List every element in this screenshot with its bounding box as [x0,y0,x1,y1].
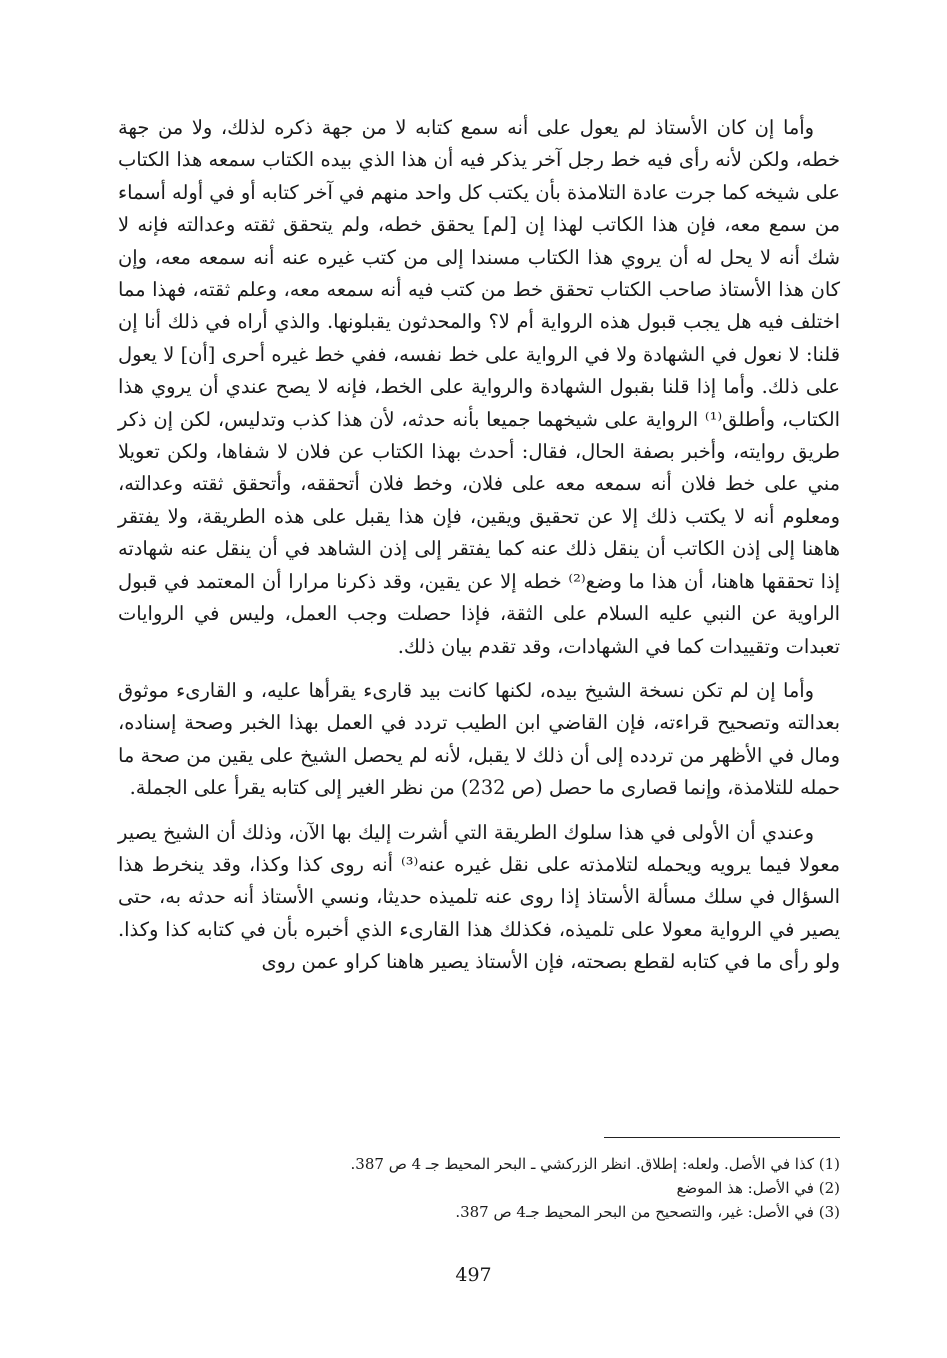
footnotes [300,1152,840,1224]
body-text [118,112,840,979]
paragraph-2: وأما إن لم تكن نسخة الشيخ بيده، لكنها كانت بيد قارىء يقرأها عليه، و القارىء موثوق بعدالته وتصحيح قراءته، فإن القاضي ابن الطيب تردد في العمل بهذا الخبر وصحة إسناده، ومال في الأظهر من تردده إلى أن ذلك لا يقبل، لأنه لم يحصل الشيخ على يقين من صحة ما حمله للتلامذة، وإنما قصارى ما حصل (ص 232) من نظر الغير إلى كتابه يقرأ على الجملة. [118,678,840,800]
paragraph-1: وأما إن كان الأستاذ لم يعول على أنه سمع كتابه لا من جهة ذكره لذلك، ولا من جهة خطه، ولكن لأنه رأى فيه خط رجل آخر يذكر فيه أن هذا الذي بيده الكتاب سمعه هذا الكتاب على شيخه كما جرت عادة التلامذة بأن يكتب كل واحد منهم في آخر كتابه أو في أوله أسماء من سمع معه، فإن هذا الكاتب لهذا إن [لم] يحقق خطه، ولم يتحقق ثقته وعدالته فإنه لا شك أنه لا يحل له أن يروي هذا الكتاب مسندا إلى من كتب غيره عنه أنه سمعه معه، وإن كان هذا الأستاذ صاحب الكتاب تحقق خط من كتب فيه أنه سمعه معه، وعلم ثقته، فهذا مما اختلف فيه هل يجب قبول هذه الرواية أم لا؟ والمحدثون يقبلونها. والذي أراه في ذلك أنا إن قلنا: لا نعول في الشهادة ولا في الرواية على خط نفسه، ففي خط غيره أحرى [أن] لا يعول على ذلك. وأما إذا قلنا بقبول الشهادة والرواية على الخط، فإنه لا يصح عندي أن يروي هذا الكتاب، وأطلق⁽¹⁾ الرواية على شيخهما جميعا بأنه حدثه، لأن هذا كذب وتدليس، لكن إن ذكر طريق روايته، وأخبر بصفة الحال، فقال: أحدث بهذا الكتاب عن فلان لا شفاها، ولكن تعويلا مني على خط فلان أنه سمعه معه على فلان، وخط فلان أتحققه، وأتحقق ثقته وعدالته، ومعلوم أنه لا يكتب ذلك إلا عن تحقيق ويقين، فإن هذا يقبل على هذه الطريقة، ولا يفتقر هاهنا إلى إذن الكاتب أن ينقل ذلك عنه كما يفتقر إلى إذن الشاهد في أن ينقل عنه شهادته إذا تحققها هاهنا، أن هذا ما وضع⁽²⁾ خطه إلا عن يقين، وقد ذكرنا مرارا أن المعتمد في قبول الراوية عن النبي عليه السلام على الثقة، فإذا حصلت وجب العمل، وليس في الروايات تعبدات وتقييدات كما في الشهادات، وقد تقدم بيان ذلك. [118,116,840,658]
paragraph-3: وعندي أن الأولى في هذا سلوك الطريقة التي أشرت إليك بها الآن، وذلك أن الشيخ يصير معولا فيما يرويه ويحمله لتلامذته على نقل غيره عنه⁽³⁾ أنه روى كذا وكذا، وقد ينخرط هذا السؤال في سلك مسألة الأستاذ إذا روى عنه تلميذه حديثا، ونسي الأستاذ أنه حدثه به، حتى يصير في الرواية معولا على تلميذه، فكذلك هذا القارىء الذي أخبره بأن في كتابه كذا وكذا. ولو رأى ما في كتابه لقطع بصحته، فإن الأستاذ يصير هاهنا كراو عمن روى [118,820,840,974]
footnote-divider [604,1137,840,1138]
footnote-1: (1) كذا في الأصل. ولعله: إطلاق. انظر الزركشي ـ البحر المحيط جـ 4 ص 387. [350,1155,840,1173]
footnote-2: (2) في الأصل: هذ الموضع [676,1179,840,1197]
footnote-3: (3) في الأصل: غير، والتصحيح من البحر المحيط جـ4 ص 387. [455,1203,840,1221]
page-number: 497 [455,1264,492,1286]
